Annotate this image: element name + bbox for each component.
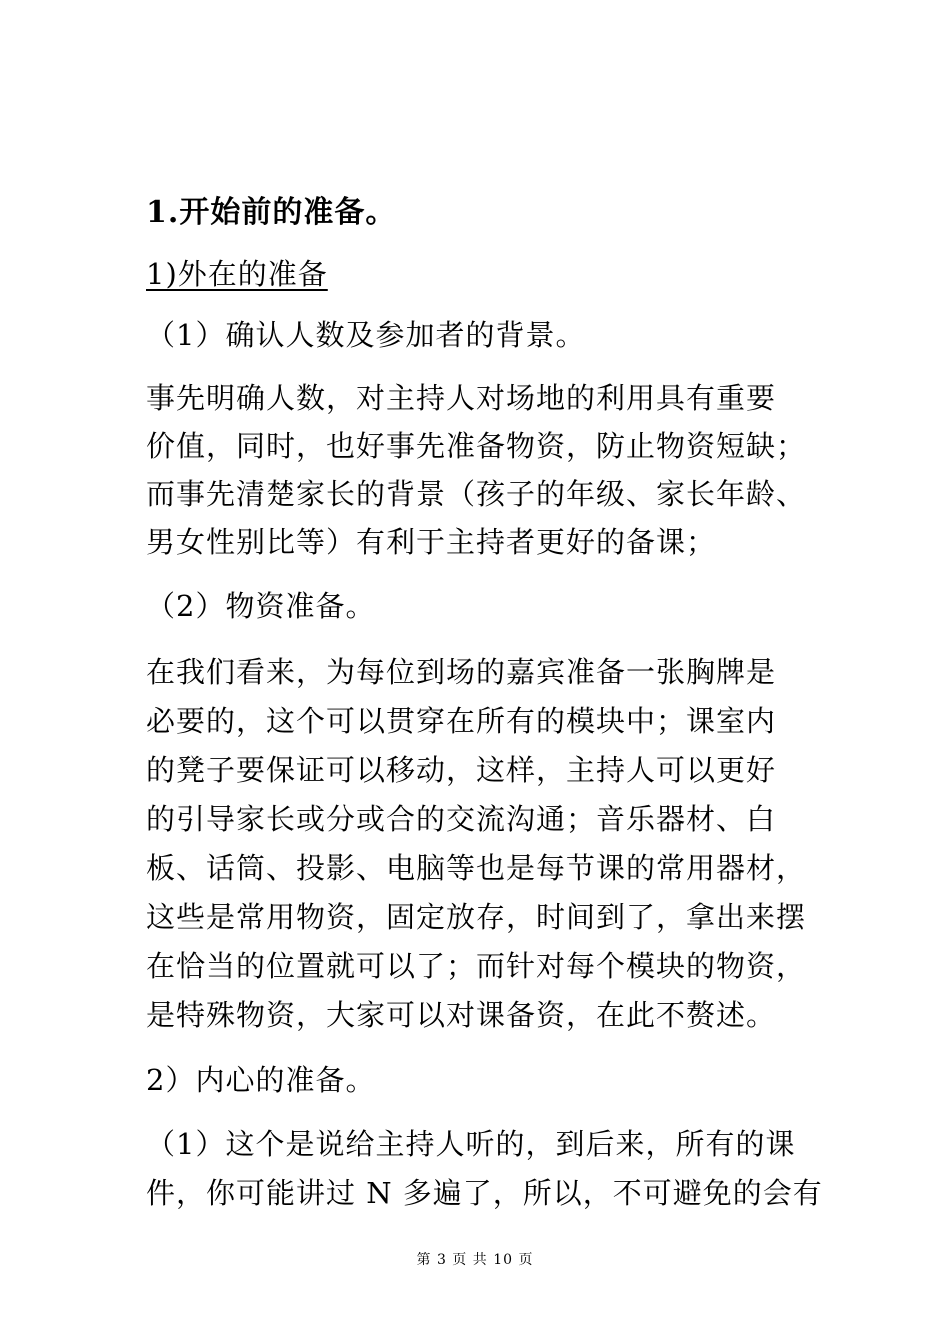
paragraph-line: 在恰当的位置就可以了；而针对每个模块的物资，	[146, 949, 807, 983]
paragraph-line: 的引导家长或分或合的交流沟通；音乐器材、白	[146, 802, 777, 836]
section-heading: 1.开始前的准备。	[146, 195, 397, 230]
paragraph-line: 事先明确人数，对主持人对场地的利用具有重要	[146, 381, 777, 415]
paragraph-line: 这些是常用物资，固定放存，时间到了，拿出来摆	[146, 900, 807, 934]
paragraph-line: 价值，同时，也好事先准备物资，防止物资短缺；	[146, 429, 807, 463]
subheading-external-preparation: 1)外在的准备	[146, 257, 328, 291]
paragraph-line: 件，你可能讲过 N 多遍了，所以，不可避免的会有	[146, 1176, 823, 1210]
paragraph-line: 是特殊物资，大家可以对课备资，在此不赘述。	[146, 998, 777, 1032]
paragraph-line: 必要的，这个可以贯穿在所有的模块中；课室内	[146, 704, 777, 738]
paragraph-line: 男女性别比等）有利于主持者更好的备课；	[146, 525, 717, 559]
item2-title: （2）物资准备。	[146, 589, 376, 623]
paragraph-line: 在我们看来，为每位到场的嘉宾准备一张胸牌是	[146, 655, 777, 689]
paragraph-line: （1）这个是说给主持人听的，到后来，所有的课	[146, 1127, 796, 1161]
subheading-internal-preparation: 2）内心的准备。	[146, 1063, 376, 1097]
item1-title: （1）确认人数及参加者的背景。	[146, 318, 586, 352]
paragraph-line: 而事先清楚家长的背景（孩子的年级、家长年龄、	[146, 477, 807, 511]
paragraph-line: 的凳子要保证可以移动，这样，主持人可以更好	[146, 753, 777, 787]
paragraph-line: 板、话筒、投影、电脑等也是每节课的常用器材，	[146, 851, 807, 885]
page-number-footer: 第 3 页 共 10 页	[416, 1252, 534, 1268]
